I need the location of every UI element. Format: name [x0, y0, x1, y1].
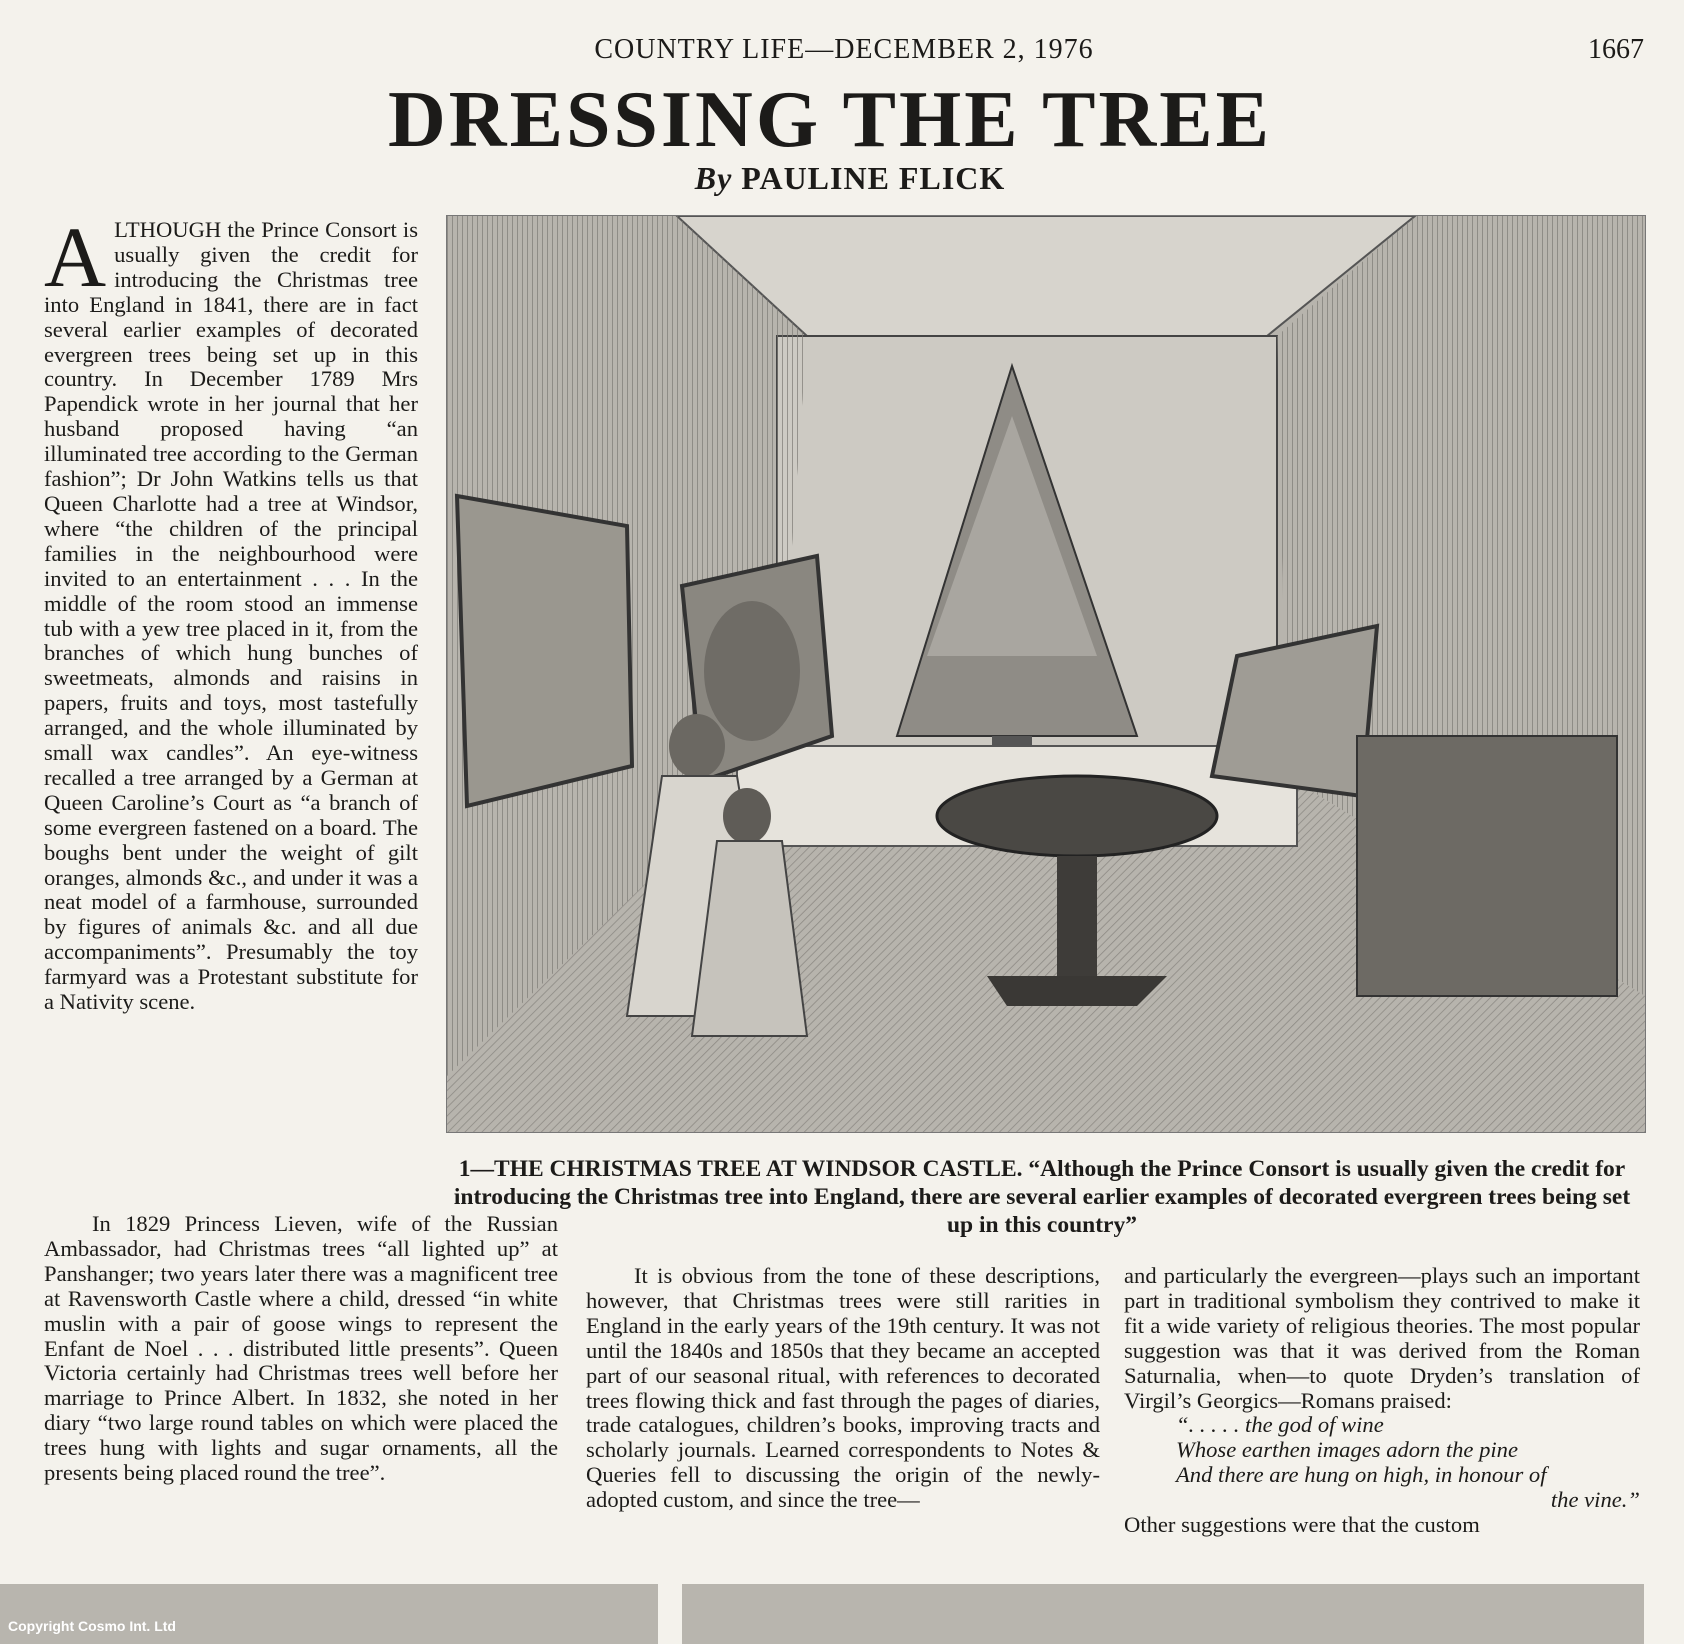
- drop-cap: A: [44, 209, 107, 305]
- paragraph-symbolism: and particularly the evergreen—plays such an important part in traditional symbolism they contrived to make it fit a wide variety of religious theories. The most popular suggestion was that it was derived from the Roman Saturnalia, when—to quote Dryden’s translation of Virgil’s Georgics—Romans praised:: [1124, 1263, 1640, 1413]
- paragraph-princess-lieven: In 1829 Princess Lieven, wife of the Russian Ambassador, had Christmas trees “all lighted up” at Panshanger; two years later there was a magnificent tree at Ravensworth Castle where a child, dressed “in white muslin with a pair of goose wings to represent the Enfant de Noel . . . distributed little presents”. Queen Victoria certainly had Christmas trees well before her marriage to Prince Albert. In 1832, she noted in her diary “two large round tables on which were placed the trees hung with lights and sugar ornaments, all the presents being placed round the tree”.: [44, 1211, 558, 1486]
- column-3: [1124, 1264, 1640, 1538]
- column-2: [586, 1264, 1100, 1513]
- byline-prefix: By: [694, 160, 733, 196]
- article-title: DRESSING THE TREE: [388, 76, 1272, 164]
- paragraph-rarities: It is obvious from the tone of these descriptions, however, that Christmas trees were still rarities in England in the early years of the 19th century. It was not until the 1840s and 1850s that they became an accepted part of our seasonal ritual, with references to decorated trees flowing thick and fast through the pages of diaries, trade catalogues, children’s books, improving tracts and scholarly journals. Learned correspondents to Notes & Queries fell to discussing the origin of the newly-adopted custom, and since the tree—: [586, 1263, 1100, 1513]
- windsor-room-engraving: [447, 216, 1645, 1132]
- author-name: PAULINE FLICK: [741, 160, 1006, 196]
- bottom-illustration-left: [0, 1584, 658, 1644]
- engraving-illustration: [446, 215, 1646, 1133]
- poem-line: Whose earthen images adorn the pine: [1176, 1437, 1518, 1463]
- bottom-illustration-right: [682, 1584, 1644, 1644]
- poem-line: the vine.”: [1550, 1487, 1640, 1513]
- caption-label: 1—THE CHRISTMAS TREE AT WINDSOR CASTLE.: [458, 1156, 1023, 1182]
- caption-text: “Although the Prince Consort is usually given the credit for introducing the Christmas tree into England, there are several earlier examples of decorated evergreen trees being set up in this country”: [453, 1156, 1631, 1238]
- paragraph-other-suggestions: Other suggestions were that the custom: [1124, 1512, 1480, 1538]
- column-1-bottom: [44, 1212, 558, 1486]
- byline: [640, 160, 1060, 197]
- poem-line: “. . . . . the god of wine: [1176, 1412, 1384, 1438]
- copyright-watermark: Copyright Cosmo Int. Ltd: [8, 1618, 176, 1634]
- column-1-top: [44, 209, 418, 1015]
- figure-caption: [442, 1155, 1642, 1239]
- running-head: COUNTRY LIFE—DECEMBER 2, 1976: [594, 34, 1094, 65]
- dryden-quotation: [1124, 1413, 1640, 1513]
- lead-paragraph: LTHOUGH the Prince Consort is usually given the credit for introducing the Christmas tree into England in 1841, there are in fact several earlier examples of decorated evergreen trees being set up in this country. In December 1789 Mrs Papendick wrote in her journal that her husband proposed having “an illuminated tree according to the German fashion”; Dr John Watkins tells us that Queen Charlotte had a tree at Windsor, where “the children of the principal families in the neighbourhood were invited to an entertainment . . . In the middle of the room stood an immense tub with a yew tree placed in it, from the branches of which hung bunches of sweetmeats, almonds and raisins in papers, fruits and toys, most tastefully arranged, and the whole illuminated by small wax candles”. An eye-witness recalled a tree arranged by a German at Queen Caroline’s Court as “a branch of some evergreen fastened on a board. The boughs bent under the weight of gilt oranges, almonds &c., and under it was a neat model of a farmhouse, surrounded by figures of animals &c. and all due accompaniments”. Presumably the toy farmyard was a Protestant substitute for a Nativity scene.: [44, 217, 418, 1015]
- poem-line: And there are hung on high, in honour of: [1176, 1462, 1547, 1488]
- page-number: 1667: [1588, 34, 1644, 65]
